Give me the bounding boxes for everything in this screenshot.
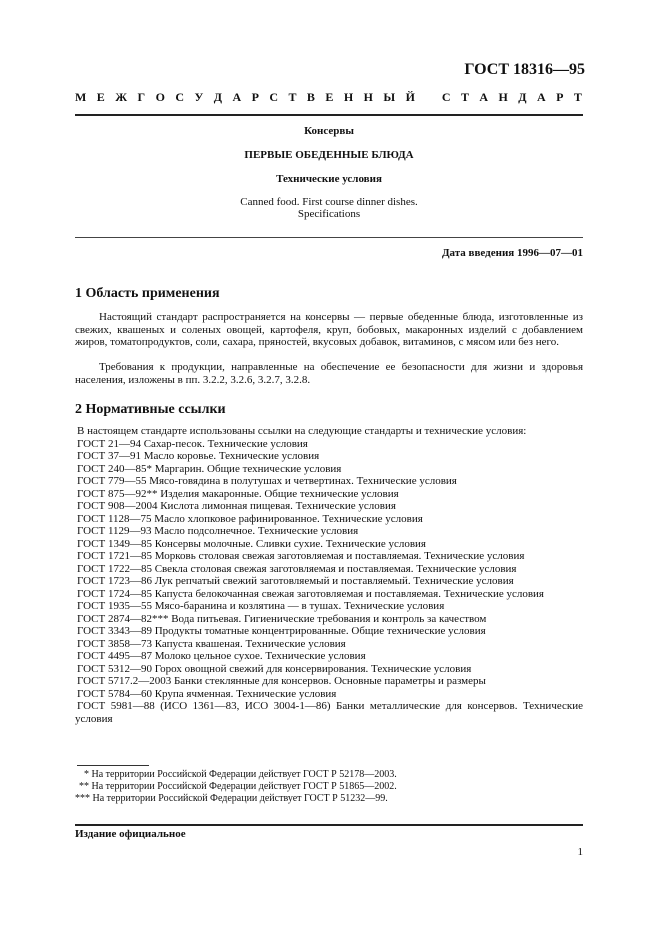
reference-item: ГОСТ 4495—87 Молоко цельное сухое. Технические условия [77, 650, 366, 662]
section-1-paragraph-2 [75, 361, 583, 386]
reference-item: ГОСТ 1129—93 Масло подсолнечное. Технические условия [77, 525, 359, 537]
references-container [75, 438, 583, 726]
footnote-3: *** На территории Российской Федерации действует ГОСТ Р 51232—99. [75, 793, 388, 804]
reference-item: ГОСТ 908—2004 Кислота лимонная пищевая. Технические условия [77, 500, 396, 512]
reference-item: ГОСТ 779—55 Мясо-говядина в полутушах и четвертинах. Технические условия [77, 475, 457, 487]
top-rule [75, 114, 583, 116]
page-number: 1 [577, 846, 583, 858]
reference-item: ГОСТ 875—92** Изделия макаронные. Общие технические условия [77, 487, 399, 500]
english-title-line-1: Canned food. First course dinner dishes. [240, 196, 418, 208]
introduction-date: Дата введения 1996—07—01 [441, 247, 583, 259]
reference-item: ГОСТ 1128—75 Масло хлопковое рафинированное. Технические условия [77, 512, 423, 525]
normative-references-list [75, 425, 583, 725]
official-edition-label: Издание официальное [75, 828, 186, 840]
reference-item: ГОСТ 37—91 Масло коровье. Технические условия [77, 450, 320, 462]
document-subtitle: Технические условия [276, 173, 382, 185]
paragraph-text: Требования к продукции, направленные на обеспечение ее безопасности для жизни и здоровья населения, изложены в пп. 3.2.2, 3.2.6, 3.2.7, 3.2.8. [75, 361, 583, 386]
reference-item: ГОСТ 1724—85 Капуста белокочанная свежая заготовляемая и поставляемая. Технические условия [77, 587, 544, 600]
reference-item: ГОСТ 5717.2—2003 Банки стеклянные для консервов. Основные параметры и размеры [77, 675, 486, 687]
footnote-2: ** На территории Российской Федерации действует ГОСТ Р 51865—2002. [79, 781, 397, 792]
reference-item: ГОСТ 1722—85 Свекла столовая свежая заготовляемая и поставляемая. Технические условия [77, 562, 517, 575]
english-title-line-2: Specifications [297, 208, 361, 220]
reference-item: ГОСТ 2874—82*** Вода питьевая. Гигиенические требования и контроль за качеством [77, 612, 487, 625]
middle-rule [75, 237, 583, 238]
reference-item: ГОСТ 5784—60 Крупа ячменная. Технические условия [77, 687, 337, 700]
section-1-heading: 1 Область применения [75, 286, 220, 301]
reference-item: ГОСТ 5981—88 (ИСО 1361—83, ИСО 3004-1—86) Банки металлические для консервов. Технические условия [75, 700, 583, 725]
reference-item: ГОСТ 1349—85 Консервы молочные. Сливки сухие. Технические условия [77, 537, 426, 550]
reference-item: ГОСТ 240—85* Маргарин. Общие технические условия [77, 462, 342, 475]
reference-item: ГОСТ 1935—55 Мясо-баранина и козлятина — в тушах. Технические условия [77, 600, 445, 612]
paragraph-text: Настоящий стандарт распространяется на консервы — первые обеденные блюда, изготовленные из свежих, квашеных и соленых овощей, картофеля, круп, бобовых, макаронных изделий с добавлением жиров, томатопродуктов, соли, сахара, пряностей, вкусовых добавок, витаминов, с мясом или без него. [75, 311, 583, 348]
document-title: ПЕРВЫЕ ОБЕДЕННЫЕ БЛЮДА [244, 149, 414, 161]
references-intro: В настоящем стандарте использованы ссылки на следующие стандарты и технические условия: [77, 425, 527, 437]
section-2-heading: 2 Нормативные ссылки [75, 402, 226, 417]
section-1-paragraph-1 [75, 311, 583, 349]
interstate-standard-banner: М Е Ж Г О С У Д А Р С Т В Е Н Н Ы Й С Т А Н Д А Р Т [75, 90, 582, 104]
reference-item: ГОСТ 3858—73 Капуста квашеная. Технические условия [77, 637, 346, 650]
category-title: Консервы [304, 125, 354, 137]
document-code: ГОСТ 18316—95 [464, 61, 585, 78]
footnote-1: * На территории Российской Федерации действует ГОСТ Р 52178—2003. [84, 769, 397, 780]
reference-item: ГОСТ 3343—89 Продукты томатные концентрированные. Общие технические условия [77, 625, 486, 637]
footnote-rule [77, 765, 149, 766]
bottom-rule [75, 824, 583, 826]
reference-item: ГОСТ 21—94 Сахар-песок. Технические условия [77, 437, 308, 450]
reference-item: ГОСТ 5312—90 Горох овощной свежий для консервирования. Технические условия [77, 662, 472, 675]
reference-item: ГОСТ 1721—85 Морковь столовая свежая заготовляемая и поставляемая. Технические условия [77, 550, 525, 562]
reference-item: ГОСТ 1723—86 Лук репчатый свежий заготовляемый и поставляемый. Технические условия [77, 575, 514, 587]
